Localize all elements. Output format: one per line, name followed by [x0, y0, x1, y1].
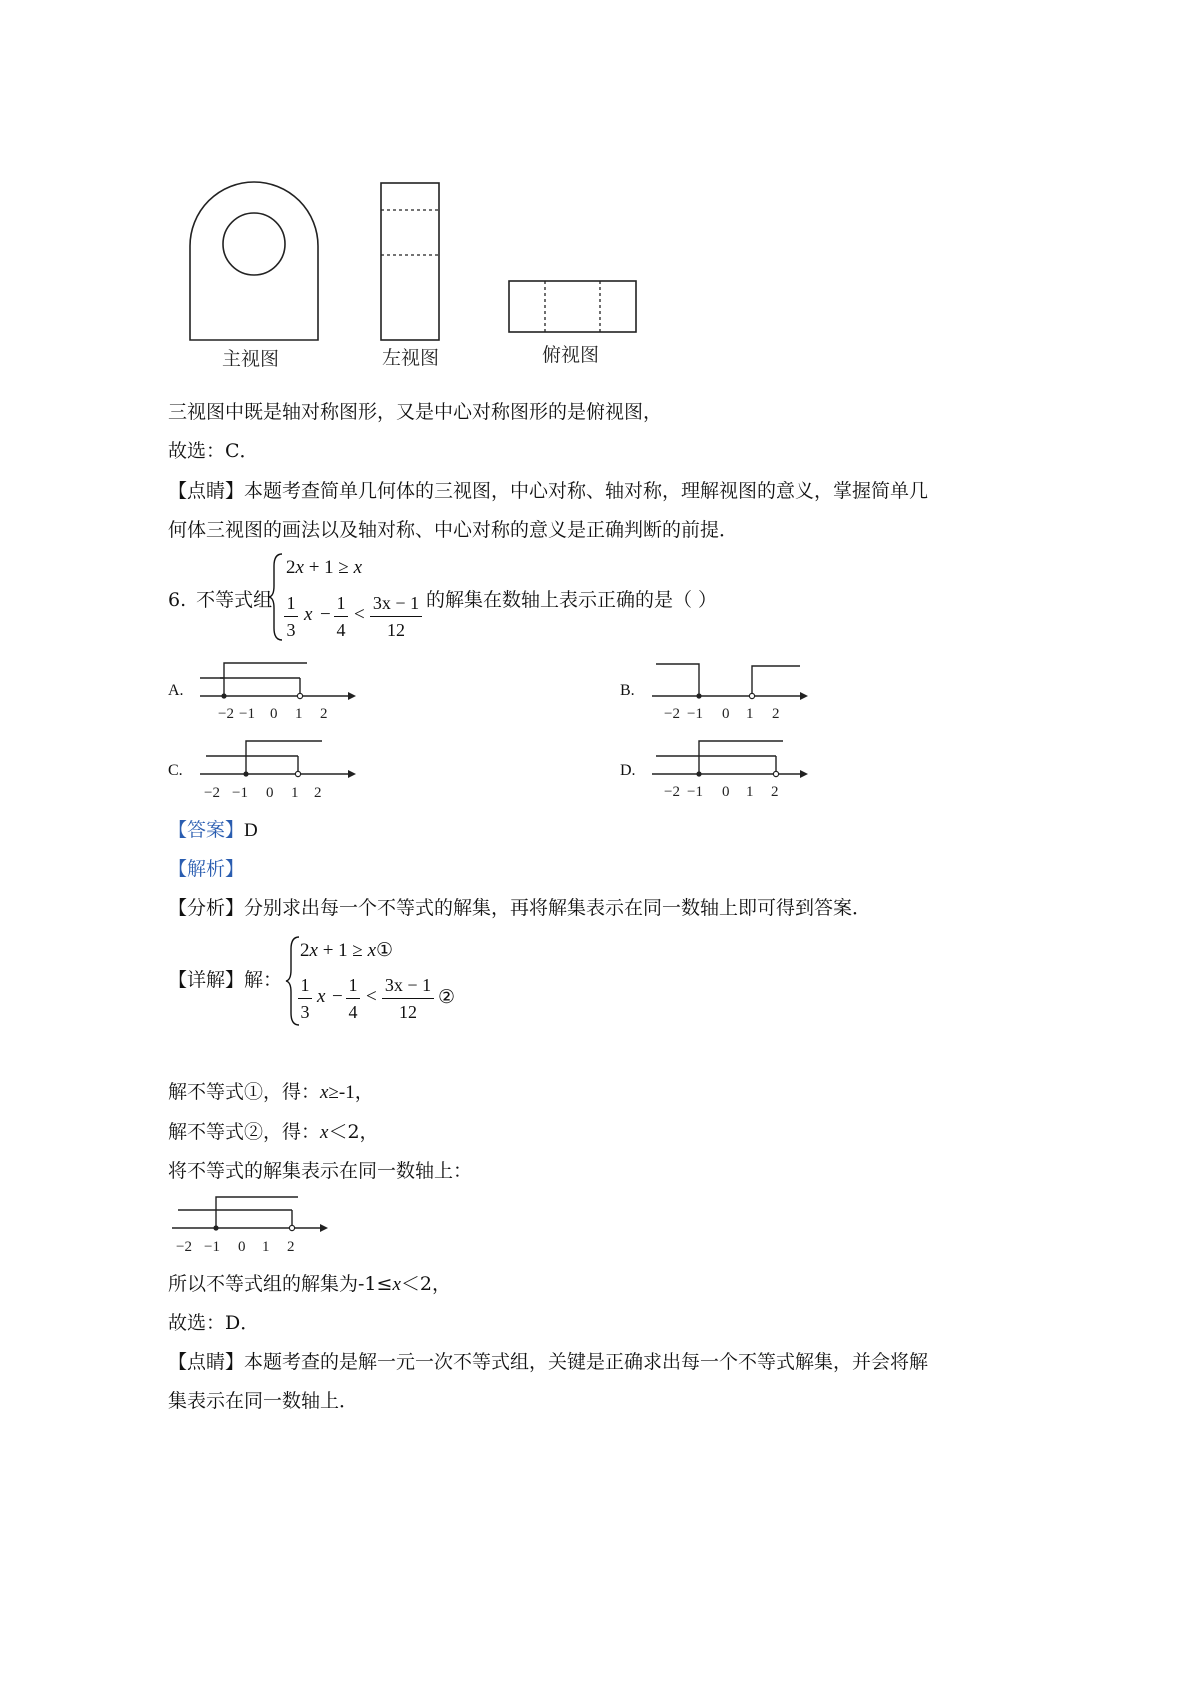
detail-lt: <	[366, 986, 377, 1007]
final-choice: 故选：D．	[168, 1312, 260, 1334]
answer-tag: 【答案】	[168, 819, 245, 841]
q6-stem-end: 的解集在数轴上表示正确的是（ ）	[426, 589, 718, 611]
fenxi-line	[168, 896, 871, 920]
tick-label: 2	[287, 1239, 295, 1255]
detail-frac-2: 1 4	[346, 974, 360, 1023]
tick-label: 0	[722, 784, 730, 800]
detail-inequality-1: 2x + 1 ≥ x①	[300, 940, 394, 961]
detail-prefix: 解：	[244, 969, 283, 991]
top-view-label: 俯视图	[542, 344, 600, 366]
result-line: 所以不等式组的解集为-1≤x＜2，	[168, 1273, 451, 1295]
tick-label: −1	[687, 784, 703, 800]
q6-stem-start	[168, 588, 272, 612]
answer-line	[168, 818, 258, 843]
tick-label: 0	[238, 1239, 246, 1255]
tick-label: −1	[239, 706, 255, 722]
ineq2-frac-2: 1 4	[334, 592, 348, 641]
top-view-drawing	[509, 281, 636, 332]
option-a-label[interactable]: A.	[168, 682, 184, 699]
ineq2-minus: −	[320, 604, 331, 625]
option-b-label[interactable]: B.	[620, 682, 635, 699]
ineq2-frac-1: 1 3	[284, 592, 298, 641]
left-view-label: 左视图	[382, 347, 440, 369]
tick-label: 1	[746, 784, 754, 800]
tick-label: 0	[722, 706, 730, 722]
question-number: 6.	[168, 589, 187, 611]
tick-label: 0	[266, 785, 274, 801]
analysis-tag: 【解析】	[168, 858, 245, 880]
ineq2-x: x	[304, 604, 313, 625]
front-view-label: 主视图	[222, 348, 280, 370]
three-view-figure	[0, 0, 1200, 420]
tick-label: −1	[204, 1239, 220, 1255]
detail-minus: −	[332, 986, 343, 1007]
note-tag: 【点睛】	[168, 480, 245, 502]
tick-label: 2	[772, 706, 780, 722]
detail-start	[168, 968, 282, 992]
tick-label: −2	[664, 706, 680, 722]
tick-label: −2	[176, 1239, 192, 1255]
note-text: 本题考查简单几何体的三视图，中心对称、轴对称，理解视图的意义，掌握简单几	[244, 480, 929, 502]
tick-label: 0	[270, 706, 278, 722]
detail-tag: 【详解】	[168, 969, 245, 991]
ineq2-frac-3: 3x − 1 12	[370, 592, 422, 641]
option-b-number-line[interactable]	[642, 656, 842, 736]
option-d-label[interactable]: D.	[620, 762, 636, 779]
q5-conclusion: 三视图中既是轴对称图形，又是中心对称图形的是俯视图，	[168, 401, 663, 423]
tick-label: 1	[262, 1239, 270, 1255]
final-note-line1: 【点睛】本题考查的是解一元一次不等式组，关键是正确求出每一个不等式解集，并会将解	[168, 1351, 929, 1373]
option-a-number-line[interactable]	[190, 656, 390, 736]
tick-label: 2	[314, 785, 322, 801]
tick-label: 2	[320, 706, 328, 722]
tick-label: −2	[664, 784, 680, 800]
step2: 解不等式②，得：x＜2，	[168, 1121, 379, 1143]
ineq2-lt: <	[354, 604, 365, 625]
left-view-drawing	[381, 183, 439, 340]
solution-number-line	[162, 1188, 362, 1268]
tick-label: 1	[291, 785, 299, 801]
tick-label: 1	[295, 706, 303, 722]
step3: 将不等式的解集表示在同一数轴上：	[168, 1160, 473, 1182]
circled-2: ②	[438, 987, 456, 1008]
tick-label: 2	[771, 784, 779, 800]
tick-label: −2	[204, 785, 220, 801]
detail-frac-3: 3x − 1 12	[382, 974, 434, 1023]
q5-choice: 故选：C．	[168, 440, 259, 462]
circled-1: ①	[376, 940, 394, 961]
answer-value: D	[244, 820, 258, 841]
option-d-number-line[interactable]	[642, 734, 842, 814]
fenxi-text: 分别求出每一个不等式的解集，再将解集表示在同一数轴上即可得到答案．	[244, 897, 872, 919]
tick-label: −1	[232, 785, 248, 801]
option-c-number-line[interactable]	[190, 734, 390, 814]
front-view-drawing	[190, 182, 318, 340]
q5-note-line1	[168, 479, 928, 503]
fenxi-tag: 【分析】	[168, 897, 245, 919]
detail-frac-1: 1 3	[298, 974, 312, 1023]
tick-label: −2	[218, 706, 234, 722]
step1: 解不等式①，得：x≥-1，	[168, 1081, 374, 1103]
tick-label: −1	[687, 706, 703, 722]
final-note-line2: 集表示在同一数轴上．	[168, 1390, 359, 1412]
option-c-label[interactable]: C.	[168, 762, 183, 779]
q5-note-line2: 何体三视图的画法以及轴对称、中心对称的意义是正确判断的前提．	[168, 519, 739, 541]
tick-label: 1	[746, 706, 754, 722]
detail-x: x	[317, 986, 326, 1007]
final-note-tag: 【点睛】	[168, 1351, 245, 1373]
inequality-1: 2x + 1 ≥ x	[286, 557, 363, 578]
stem-prefix: 不等式组	[196, 589, 273, 611]
